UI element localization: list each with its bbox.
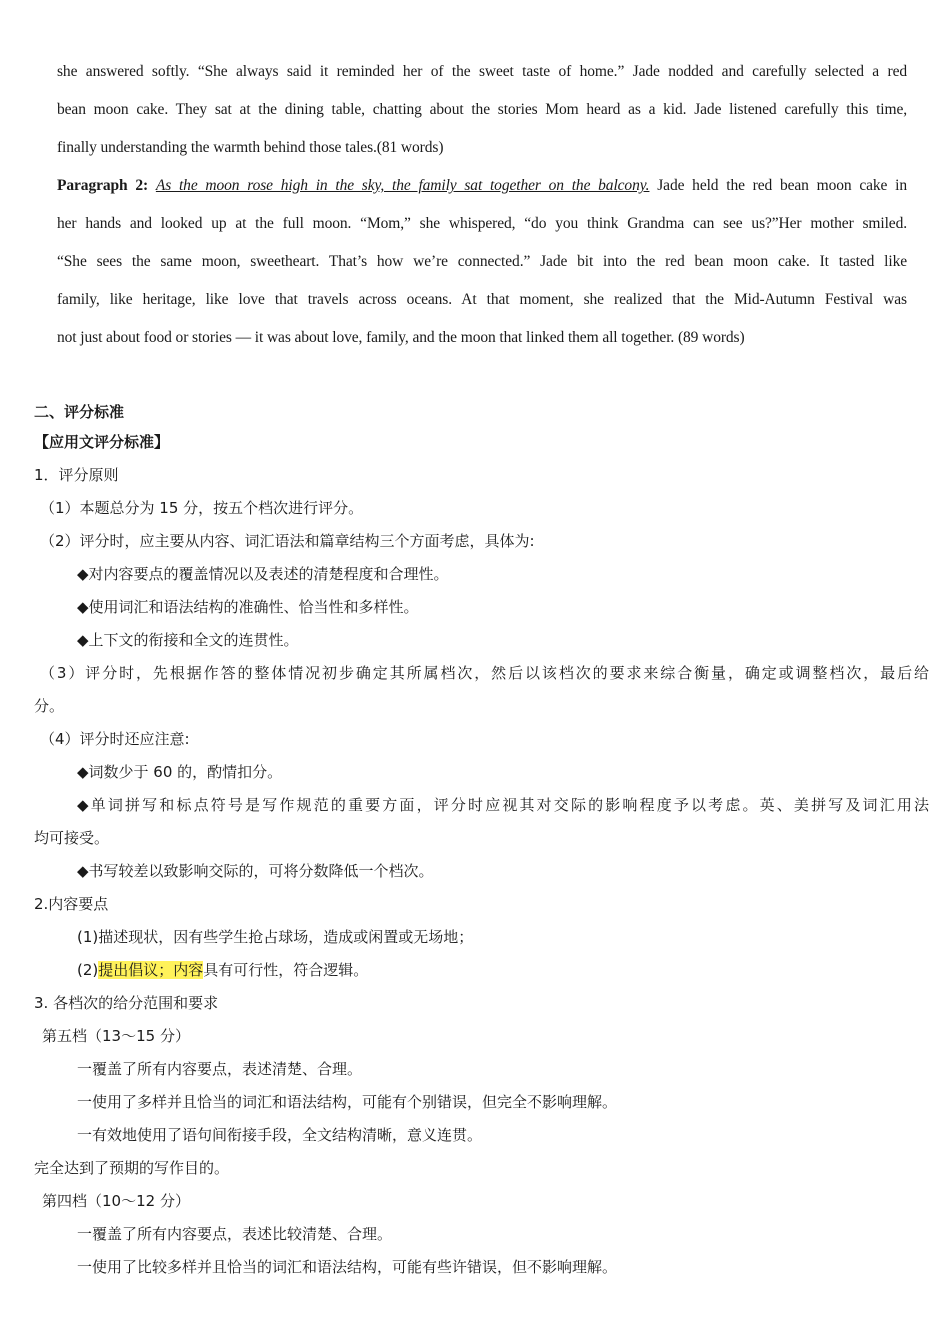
principle-3-line-1: （3）评分时，先根据作答的整体情况初步确定其所属档次，然后以该档次的要求来综合衡量，确定或调整档次，最后给	[40, 664, 929, 682]
principle-4: （4）评分时还应注意:	[40, 730, 190, 748]
grade-4-item-a: 一覆盖了所有内容要点，表述比较清楚、合理。	[77, 1225, 393, 1243]
grade-levels-title: 3. 各档次的给分范围和要求	[34, 994, 219, 1012]
principle-1: （1）本题总分为 15 分，按五个档次进行评分。	[40, 499, 364, 517]
scoring-principles-title: 1．评分原则	[34, 466, 119, 484]
grade-5-item-c: 一有效地使用了语句间衔接手段，全文结构清晰，意义连贯。	[77, 1126, 483, 1144]
section-title: 二、评分标准	[34, 403, 125, 421]
essay-p1-line-3: finally understanding the warmth behind those tales.(81 words)	[57, 139, 444, 156]
content-point-2-prefix: (2)	[77, 961, 99, 979]
principle-4-item-a: ◆词数少于 60 的，酌情扣分。	[77, 763, 283, 781]
principle-4-item-b-line-1: ◆单词拼写和标点符号是写作规范的重要方面，评分时应视其对交际的影响程度予以考虑。英、美拼写及词汇用法	[77, 796, 929, 814]
essay-p2-line-4: family, like heritage, like love that travels across oceans. At that moment, she realized that the Mid-Autumn Festival was	[57, 291, 907, 308]
essay-p1-line-2: bean moon cake. They sat at the dining table, chatting about the stories Mom heard as a kid. Jade listened carefully this time,	[57, 101, 907, 118]
grade-5-item-d: 完全达到了预期的写作目的。	[34, 1159, 230, 1177]
content-point-1: (1)描述现状，因有些学生抢占球场，造成或闲置或无场地；	[77, 928, 474, 946]
content-point-2	[77, 960, 368, 980]
essay-p2-line-1-rest: Jade held the red bean moon cake in	[657, 177, 907, 194]
essay-p2-line-2: her hands and looked up at the full moon. “Mom,” she whispered, “do you think Grandma can see us?”Her mother smiled.	[57, 215, 907, 232]
grade-5-title: 第五档（13～15 分）	[42, 1027, 190, 1045]
paragraph-2-label: Paragraph 2:	[57, 177, 149, 194]
essay-p2-line-1	[57, 176, 907, 196]
grade-5-item-a: 一覆盖了所有内容要点，表述清楚、合理。	[77, 1060, 363, 1078]
principle-2-item-b: ◆使用词汇和语法结构的准确性、恰当性和多样性。	[77, 598, 419, 616]
content-points-title: 2.内容要点	[34, 895, 109, 913]
principle-2: （2）评分时，应主要从内容、词汇语法和篇章结构三个方面考虑，具体为:	[40, 532, 535, 550]
grade-5-item-b: 一使用了多样并且恰当的词汇和语法结构，可能有个别错误，但完全不影响理解。	[77, 1093, 618, 1111]
essay-p2-line-5: not just about food or stories — it was about love, family, and the moon that linked them all together. (89 words)	[57, 329, 745, 346]
principle-2-item-a: ◆对内容要点的覆盖情况以及表述的清楚程度和合理性。	[77, 565, 449, 583]
content-point-2-rest: 具有可行性，符合逻辑。	[203, 961, 369, 979]
rubric-subtitle: 【应用文评分标准】	[34, 433, 170, 451]
grade-4-title: 第四档（10～12 分）	[42, 1192, 190, 1210]
essay-p1-line-1: she answered softly. “She always said it reminded her of the sweet taste of home.” Jade nodded and carefully selected a red	[57, 63, 907, 80]
paragraph-2-underlined-sentence: As the moon rose high in the sky, the family sat together on the balcony.	[155, 177, 650, 194]
highlighted-text: 提出倡议；内容	[98, 961, 204, 979]
principle-4-item-b-line-2: 均可接受。	[34, 829, 110, 847]
principle-4-item-c: ◆书写较差以致影响交际的，可将分数降低一个档次。	[77, 862, 434, 880]
principle-3-line-2: 分。	[34, 697, 65, 715]
essay-p2-line-3: “She sees the same moon, sweetheart. That’s how we’re connected.” Jade bit into the red bean moon cake. It tasted like	[57, 253, 907, 270]
principle-2-item-c: ◆上下文的衔接和全文的连贯性。	[77, 631, 299, 649]
grade-4-item-b: 一使用了比较多样并且恰当的词汇和语法结构，可能有些许错误，但不影响理解。	[77, 1258, 618, 1276]
